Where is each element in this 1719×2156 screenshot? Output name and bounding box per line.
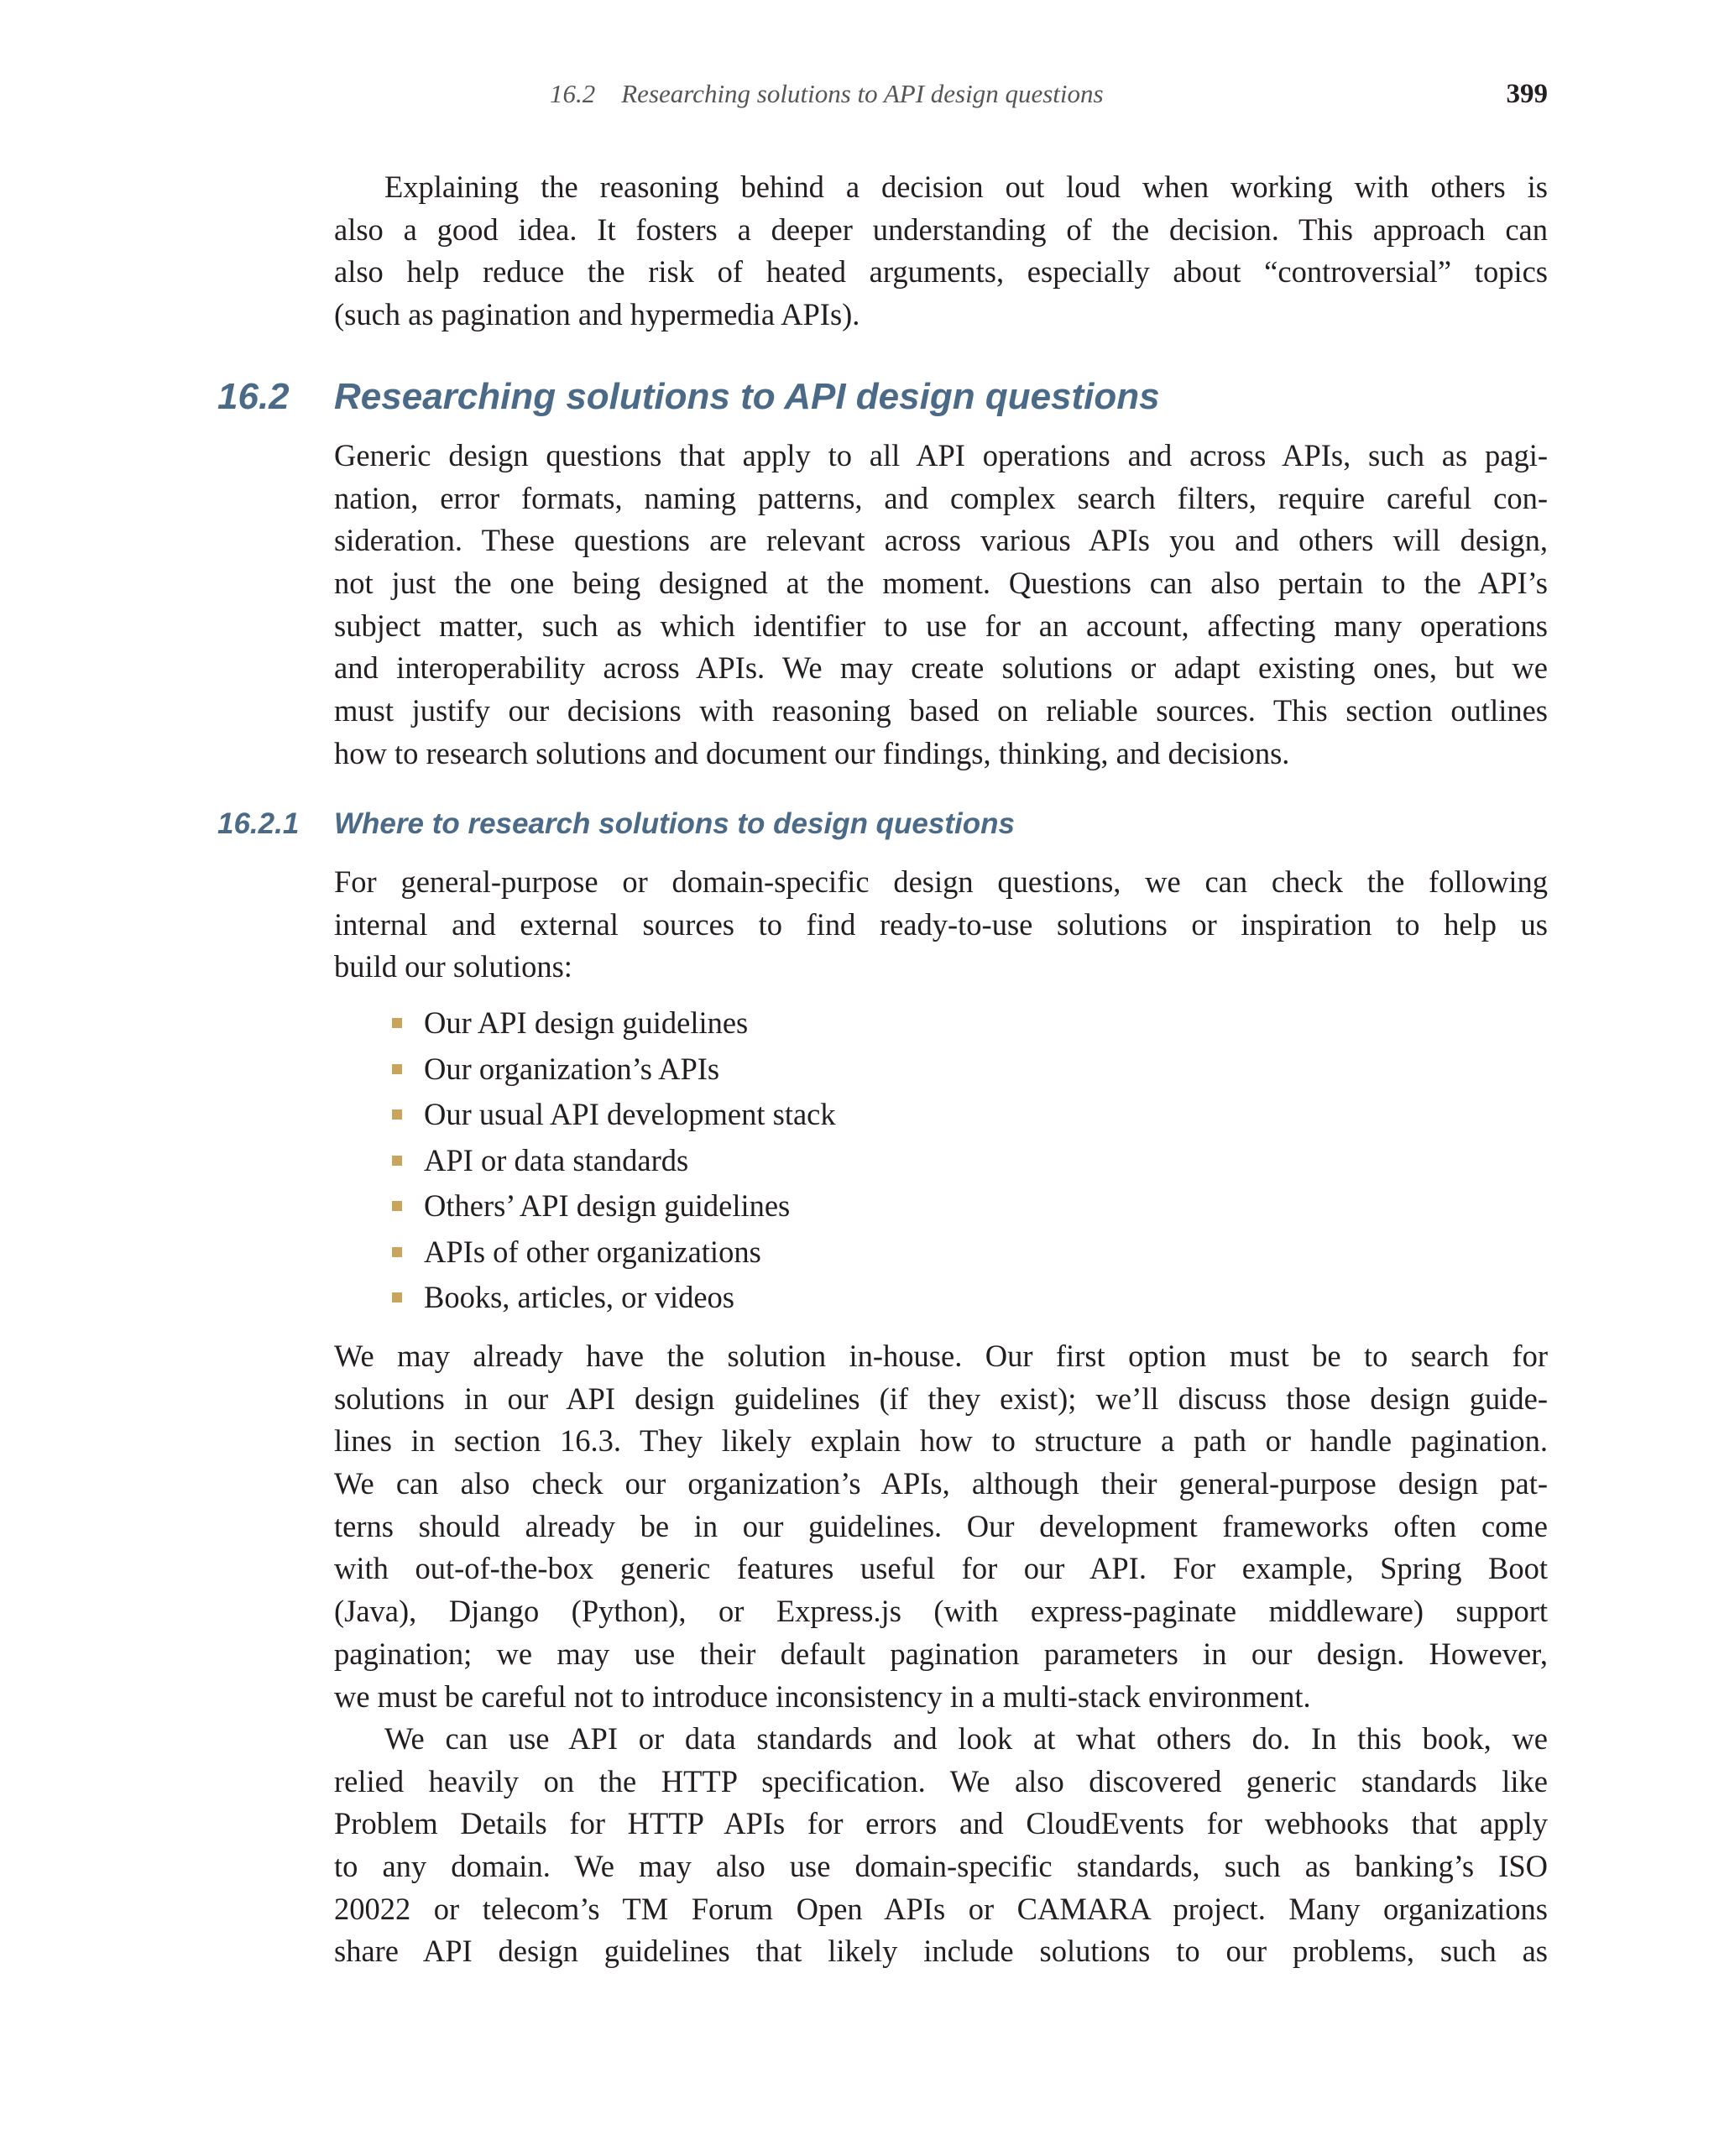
list-item-text: Our usual API development stack: [424, 1097, 836, 1131]
paragraph-1: [334, 166, 1548, 337]
text-line: subject matter, such as which identifier to use for an account, affecting many operations: [334, 608, 1548, 643]
list-item: [392, 1275, 836, 1321]
text-line: Explaining the reasoning behind a decision out loud when working with others is: [384, 170, 1548, 204]
list-item: [392, 1047, 836, 1093]
list-item-text: Our organization’s APIs: [424, 1051, 720, 1086]
text-line: with out-of-the-box generic features useful for our API. For example, Spring Boot: [334, 1551, 1548, 1586]
list-item-text: API or data standards: [424, 1142, 689, 1177]
list-item: [392, 1000, 836, 1047]
subsection-number: 16.2.1: [217, 807, 300, 840]
text-line: share API design guidelines that likely include solutions to our problems, such as: [334, 1934, 1548, 1969]
running-header: 16.2 Researching solutions to API design questions: [550, 79, 1104, 108]
list-item: [392, 1138, 836, 1184]
paragraph-4: [334, 1335, 1548, 1718]
square-bullet-icon: [392, 1247, 402, 1257]
text-line: Problem Details for HTTP APIs for errors and CloudEvents for webhooks that apply: [334, 1806, 1548, 1841]
text-line: pagination; we may use their default pagination parameters in our design. However,: [334, 1636, 1548, 1671]
text-line: For general-purpose or domain-specific design questions, we can check the following: [334, 864, 1548, 899]
paragraph-3: [334, 861, 1548, 989]
text-line: lines in section 16.3. They likely explain how to structure a path or handle pagination.: [334, 1423, 1548, 1459]
list-item-text: APIs of other organizations: [424, 1234, 761, 1269]
text-line: to any domain. We may also use domain-specific standards, such as banking’s ISO: [334, 1849, 1548, 1884]
text-line: nation, error formats, naming patterns, and complex search filters, require careful con-: [334, 480, 1548, 515]
square-bullet-icon: [392, 1064, 402, 1074]
square-bullet-icon: [392, 1156, 402, 1166]
text-line: must justify our decisions with reasoning based on reliable sources. This section outlines: [334, 693, 1548, 728]
list-item: [392, 1183, 836, 1229]
text-line: We may already have the solution in-house. Our first option must be to search for: [334, 1339, 1548, 1373]
text-line: sideration. These questions are relevant across various APIs you and others will design,: [334, 523, 1548, 558]
text-line: and interoperability across APIs. We may create solutions or adapt existing ones, but we: [334, 650, 1548, 686]
text-line: we must be careful not to introduce inconsistency in a multi-stack environment.: [334, 1678, 1311, 1714]
list-item-text: Books, articles, or videos: [424, 1280, 735, 1314]
paragraph-2: [334, 435, 1548, 775]
text-line: also help reduce the risk of heated arguments, especially about “controversial” topics: [334, 254, 1548, 290]
subsection-title: Where to research solutions to design questions: [334, 807, 1015, 840]
text-line: 20022 or telecom’s TM Forum Open APIs or CAMARA project. Many organizations: [334, 1891, 1548, 1926]
square-bullet-icon: [392, 1201, 402, 1211]
list-item: [392, 1092, 836, 1138]
text-line: internal and external sources to find ready-to-use solutions or inspiration to help us: [334, 906, 1548, 942]
text-line: (such as pagination and hypermedia APIs).: [334, 297, 860, 332]
list-item: [392, 1229, 836, 1276]
text-line: We can also check our organization’s APIs, although their general-purpose design pat-: [334, 1466, 1548, 1501]
text-line: relied heavily on the HTTP specification. We also discovered generic standards like: [334, 1763, 1548, 1798]
paragraph-5: [334, 1718, 1548, 1973]
text-line: Generic design questions that apply to all API operations and across APIs, such as pagi-: [334, 438, 1548, 472]
list-item-text: Our API design guidelines: [424, 1005, 749, 1040]
square-bullet-icon: [392, 1292, 402, 1302]
text-line: We can use API or data standards and look at what others do. In this book, we: [384, 1721, 1548, 1756]
list-item-text: Others’ API design guidelines: [424, 1188, 791, 1223]
text-line: how to research solutions and document our findings, thinking, and decisions.: [334, 735, 1290, 770]
text-line: solutions in our API design guidelines (if they exist); we’ll discuss those design guide-: [334, 1381, 1548, 1416]
section-number: 16.2: [217, 376, 290, 417]
text-line: build our solutions:: [334, 949, 572, 984]
square-bullet-icon: [392, 1109, 402, 1120]
square-bullet-icon: [392, 1018, 402, 1028]
page-number: 399: [1506, 79, 1548, 109]
source-list: [392, 1000, 836, 1321]
text-line: (Java), Django (Python), or Express.js (with express-paginate middleware) support: [334, 1594, 1548, 1629]
text-line: terns should already be in our guidelines. Our development frameworks often come: [334, 1508, 1548, 1543]
text-line: not just the one being designed at the moment. Questions can also pertain to the API’s: [334, 566, 1548, 601]
text-line: also a good idea. It fosters a deeper understanding of the decision. This approach can: [334, 211, 1548, 247]
section-title: Researching solutions to API design questions: [334, 376, 1160, 417]
